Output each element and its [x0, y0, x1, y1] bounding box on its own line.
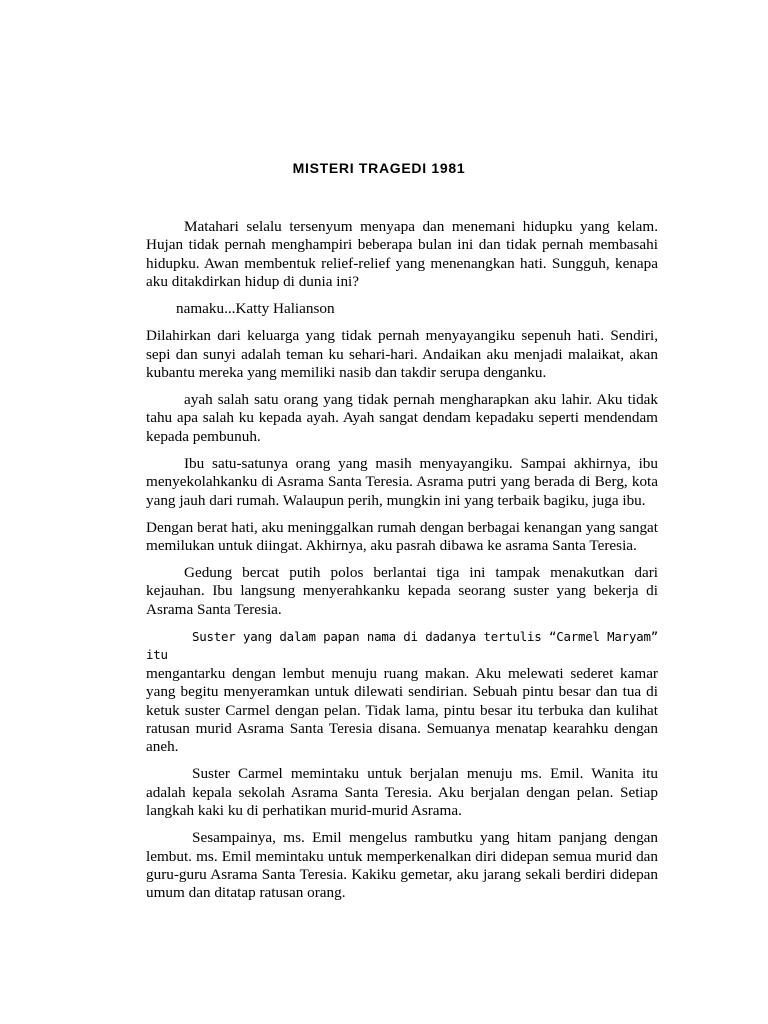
- paragraph-suster-carmel: Suster Carmel memintaku untuk berjalan menuju ms. Emil. Wanita itu adalah kepala sekolah Asrama Santa Teresia. Aku berjalan dengan pelan. Setiap langkah kaki ku di perhatikan murid-murid Asrama.: [146, 765, 658, 820]
- paragraph-dilahirkan: Dilahirkan dari keluarga yang tidak pernah menyayangiku sepenuh hati. Sendiri, sepi dan sunyi adalah teman ku sehari-hari. Andaikan aku menjadi malaikat, akan kubantu mereka yang memiliki nasib dan takdir serupa denganku.: [146, 327, 658, 382]
- paragraph-gedung: Gedung bercat putih polos berlantai tiga ini tampak menakutkan dari kejauhan. Ibu langsung menyerahkanku kepada seorang suster yang bekerja di Asrama Santa Teresia.: [146, 564, 658, 618]
- document-body: [146, 218, 658, 911]
- paragraph-mengantarku: mengantarku dengan lembut menuju ruang makan. Aku melewati sederet kamar yang begitu menyeramkan untuk dilewati sendirian. Sebuah pintu besar dan tua di ketuk suster Carmel dengan pelan. Tidak lama, pintu besar itu terbuka dan kulihat ratusan murid Asrama Santa Teresia disana. Semuanya menatap kearahku dengan aneh.: [146, 664, 658, 756]
- paragraph-sesampainya: Sesampainya, ms. Emil mengelus rambutku yang hitam panjang dengan lembut. ms. Emil memintaku untuk memperkenalkan diri didepan semua murid dan guru-guru Asrama Santa Teresia. Kakiku gemetar, aku jarang sekali berdiri didepan umum dan ditatap ratusan orang.: [146, 829, 658, 902]
- paragraph-dengan-berat-hati: Dengan berat hati, aku meninggalkan rumah dengan berbagai kenangan yang sangat memilukan untuk diingat. Akhirnya, aku pasrah dibawa ke asrama Santa Teresia.: [146, 518, 658, 555]
- paragraph-matahari: Matahari selalu tersenyum menyapa dan menemani hidupku yang kelam. Hujan tidak pernah menghampiri beberapa bulan ini dan tidak pernah membasahi hidupku. Awan membentuk relief-relief yang menenangkan hati. Sungguh, kenapa aku ditakdirkan hidup di dunia ini?: [146, 218, 658, 291]
- paragraph-ayah: ayah salah satu orang yang tidak pernah mengharapkan aku lahir. Aku tidak tahu apa salah ku kepada ayah. Ayah sangat dendam kepadaku seperti mendendam kepada pembunuh.: [146, 391, 658, 445]
- paragraph-namaku: namaku...Katty Halianson: [176, 300, 335, 318]
- document-title: MISTERI TRAGEDI 1981: [292, 160, 466, 176]
- paragraph-suster-line: Suster yang dalam papan nama di dadanya tertulis “Carmel Maryam” itu: [146, 628, 658, 663]
- paragraph-ibu: Ibu satu-satunya orang yang masih menyayangiku. Sampai akhirnya, ibu menyekolahkanku di Asrama Santa Teresia. Asrama putri yang berada di Berg, kota yang jauh dari rumah. Walaupun perih, mungkin ini yang terbaik bagiku, juga ibu.: [146, 454, 658, 509]
